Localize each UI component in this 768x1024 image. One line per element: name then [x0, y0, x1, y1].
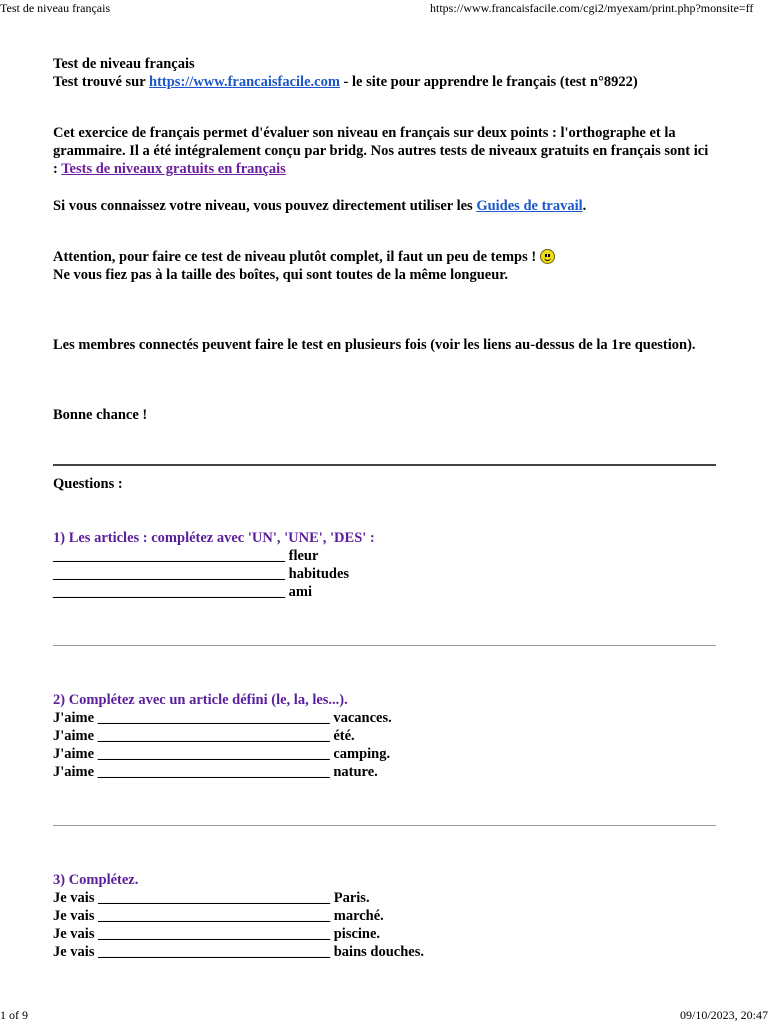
separator-thick: [53, 464, 716, 466]
answer-row: ________________________________ fleur: [53, 548, 319, 564]
print-header-url: https://www.francaisfacile.com/cgi2/myexam/print.php?monsite=ff: [430, 1, 754, 15]
guides-end: .: [582, 198, 587, 214]
question-1: [53, 529, 716, 601]
question-2-title: 2) Complétez avec un article défini (le, la, les...).: [53, 692, 348, 708]
page-number: 1 of 9: [0, 1008, 28, 1022]
question-3: [53, 871, 716, 961]
question-3-title: 3) Complétez.: [53, 872, 139, 888]
answer-row: Je vais ________________________________ piscine.: [53, 926, 381, 942]
description-text: Cet exercice de français permet d'évaluer son niveau en français sur deux points : l'orthographe et la grammaire. Il a été intégralement conçu par bridg. Nos autres tests de niveaux gratuits en français sont ici :: [53, 125, 709, 177]
print-header-title: Test de niveau français: [0, 1, 111, 15]
found-line: [53, 73, 716, 91]
questions-label: Questions :: [53, 476, 123, 492]
guides-link[interactable]: Guides de travail: [476, 198, 583, 214]
found-suffix: - le site pour apprendre le français (test n°8922): [339, 74, 638, 90]
question-2: [53, 691, 716, 781]
attention-line-1: Attention, pour faire ce test de niveau plutôt complet, il faut un peu de temps !: [53, 249, 540, 265]
answer-blank[interactable]: ________________________________: [97, 710, 330, 726]
answer-blank[interactable]: ________________________________: [97, 728, 330, 744]
answer-row: J'aime ________________________________ vacances.: [53, 710, 392, 726]
answer-blank[interactable]: ________________________________: [98, 926, 331, 942]
intro-header: [53, 55, 716, 91]
attention-line-2: Ne vous fiez pas à la taille des boîtes, qui sont toutes de la même longueur.: [53, 267, 509, 283]
guides-paragraph: [53, 197, 716, 215]
answer-row: ________________________________ ami: [53, 584, 312, 600]
description-paragraph: [53, 124, 716, 178]
found-prefix: Test trouvé sur: [53, 74, 150, 90]
answer-blank[interactable]: ________________________________: [98, 908, 331, 924]
answer-blank[interactable]: ________________________________: [97, 764, 330, 780]
print-datetime: 09/10/2023, 20:47: [679, 1008, 768, 1022]
answer-blank[interactable]: ________________________________: [97, 746, 330, 762]
answer-blank[interactable]: ________________________________: [53, 548, 285, 564]
site-link[interactable]: https://www.francaisfacile.com: [149, 74, 340, 90]
guides-text: Si vous connaissez votre niveau, vous pouvez directement utiliser les: [53, 198, 477, 214]
answer-row: J'aime ________________________________ camping.: [53, 746, 391, 762]
page-title: Test de niveau français: [53, 56, 195, 72]
separator-thin: [53, 825, 716, 826]
good-luck: Bonne chance !: [53, 407, 148, 423]
answer-row: Je vais ________________________________ marché.: [53, 908, 384, 924]
answer-blank[interactable]: ________________________________: [53, 584, 285, 600]
answer-row: ________________________________ habitudes: [53, 566, 350, 582]
answer-row: Je vais ________________________________ bains douches.: [53, 944, 424, 960]
print-header: [0, 0, 768, 18]
attention-paragraph: [53, 248, 716, 284]
separator-thin: [53, 645, 716, 646]
smiley-icon: [540, 249, 555, 264]
members-paragraph: Les membres connectés peuvent faire le test en plusieurs fois (voir les liens au-dessus de la 1re question).: [53, 337, 696, 353]
answer-blank[interactable]: ________________________________: [53, 566, 285, 582]
answer-row: Je vais ________________________________ Paris.: [53, 890, 370, 906]
question-1-title: 1) Les articles : complétez avec 'UN', 'UNE', 'DES' :: [53, 530, 375, 546]
tests-link[interactable]: Tests de niveaux gratuits en français: [61, 161, 286, 177]
answer-row: J'aime ________________________________ été.: [53, 728, 355, 744]
answer-blank[interactable]: ________________________________: [98, 890, 331, 906]
answer-row: J'aime ________________________________ nature.: [53, 764, 378, 780]
answer-blank[interactable]: ________________________________: [98, 944, 331, 960]
